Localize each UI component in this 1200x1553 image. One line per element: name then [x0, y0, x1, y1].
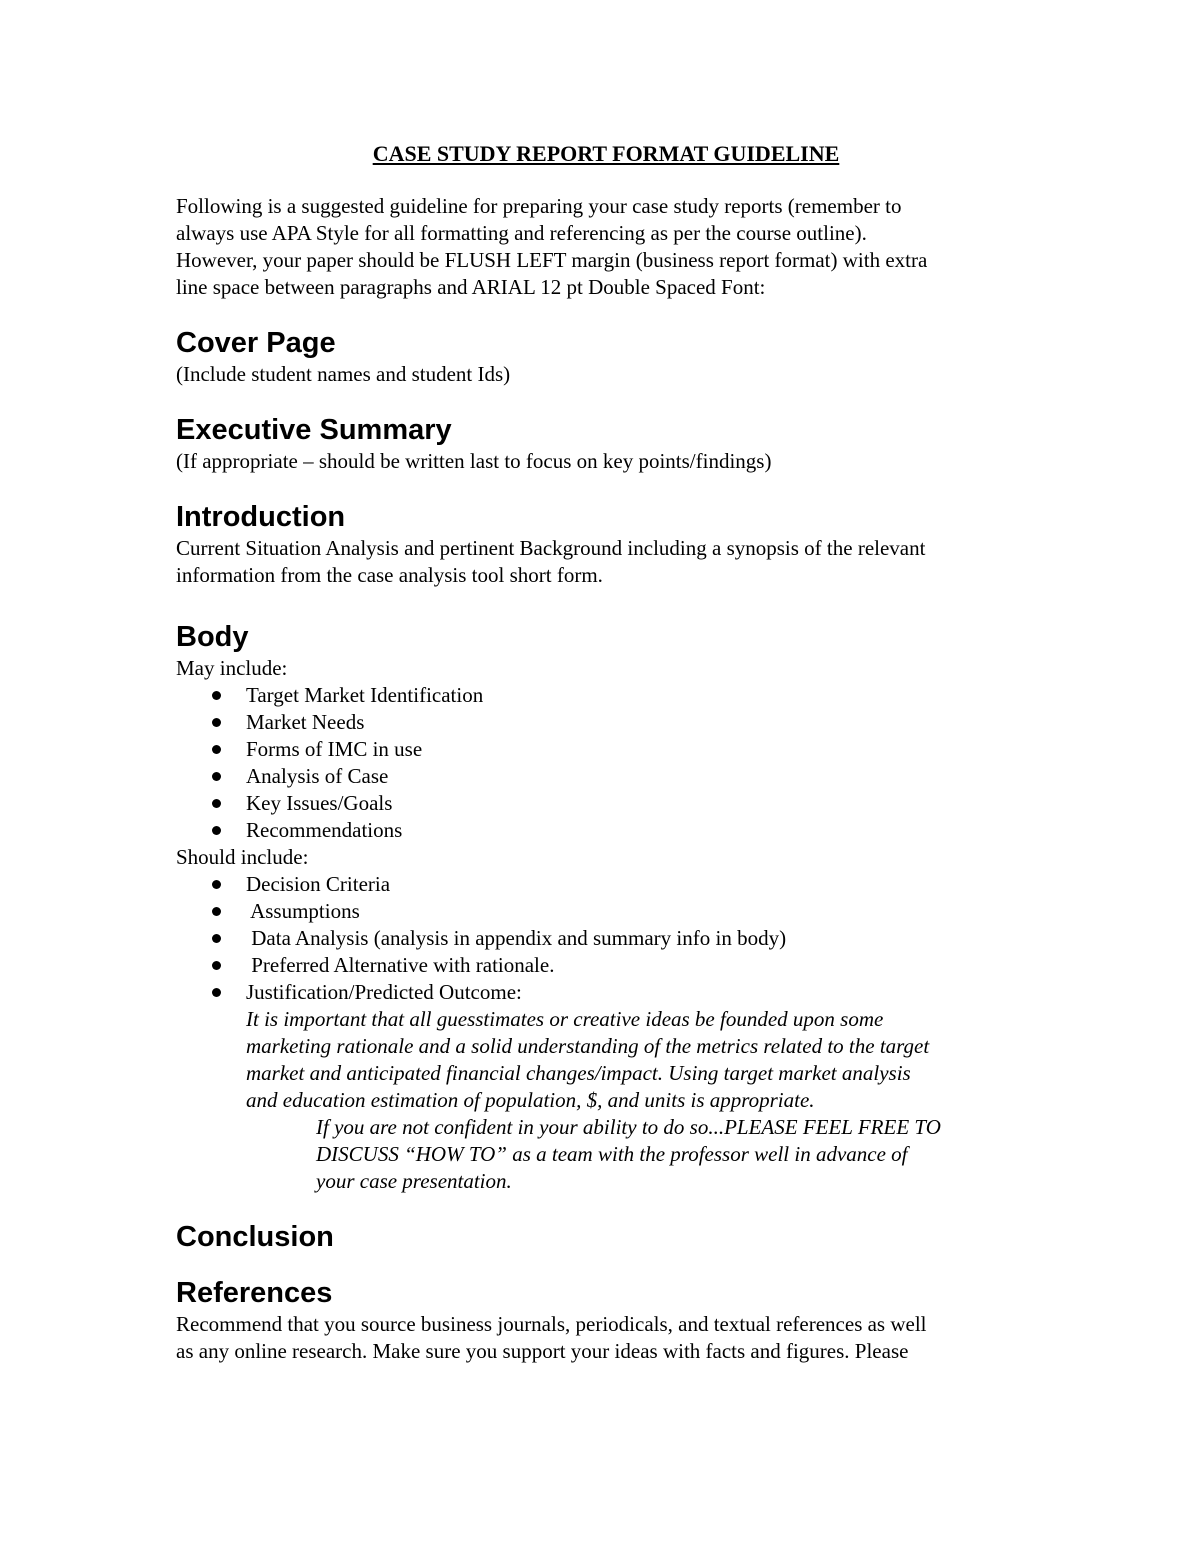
bullet-icon [212, 907, 221, 916]
section-heading: Conclusion [176, 1221, 334, 1253]
intro-paragraph [176, 193, 1036, 301]
section-heading: Introduction [176, 501, 346, 533]
intro-line: However, your paper should be FLUSH LEFT margin (business report format) with extra [176, 248, 928, 272]
list-item: Market Needs [212, 709, 1036, 736]
section-text: Recommend that you source business journals, periodicals, and textual references as well [176, 1312, 927, 1336]
bullet-icon [212, 718, 221, 727]
should-include-list [176, 871, 1036, 1195]
bullet-icon [212, 745, 221, 754]
document-content [176, 140, 1036, 1365]
italic-note-indented-line: DISCUSS “HOW TO” as a team with the professor well in advance of [316, 1142, 908, 1166]
italic-note-indented-line: your case presentation. [316, 1169, 512, 1193]
intro-line: Following is a suggested guideline for preparing your case study reports (remember to [176, 194, 902, 218]
section-text: (Include student names and student Ids) [176, 362, 511, 386]
italic-note [246, 1006, 1036, 1195]
list-item: Justification/Predicted Outcome: It is important that all guesstimates or creative ideas be founded upon some marketing rationale and a solid understanding of the metrics related to the target market and anticipated financial changes/impact. Using target market analysis and education estimation of population, $, and units is appropriate. If you are not confident in your ability to do so...PLEASE FEEL FREE TO DISCUSS “HOW TO” as a team with the professor well in advance of your case presentation. [212, 979, 1036, 1195]
may-include-list [176, 682, 1036, 844]
intro-line: always use APA Style for all formatting and referencing as per the course outline). [176, 221, 867, 245]
section-conclusion [176, 1219, 1036, 1255]
section-text: (If appropriate – should be written last to focus on key points/findings) [176, 449, 772, 473]
should-include-label: Should include: [176, 845, 309, 869]
section-references [176, 1275, 1036, 1365]
italic-note-line: marketing rationale and a solid understanding of the metrics related to the target [246, 1034, 930, 1058]
bullet-icon [212, 988, 221, 997]
bullet-icon [212, 880, 221, 889]
italic-note-indented-line: If you are not confident in your ability to do so...PLEASE FEEL FREE TO [316, 1115, 941, 1139]
section-body [176, 619, 1036, 1195]
bullet-icon [212, 826, 221, 835]
document-title: CASE STUDY REPORT FORMAT GUIDELINE [372, 141, 840, 166]
section-text: Current Situation Analysis and pertinent Background including a synopsis of the relevant [176, 536, 926, 560]
bullet-icon [212, 772, 221, 781]
list-item: Decision Criteria [212, 871, 1036, 898]
bullet-icon [212, 799, 221, 808]
list-item: Data Analysis (analysis in appendix and summary info in body) [212, 925, 1036, 952]
italic-note-line: market and anticipated financial changes/impact. Using target market analysis [246, 1061, 911, 1085]
section-heading: Body [176, 621, 249, 653]
list-item: Recommendations [212, 817, 1036, 844]
bullet-icon [212, 934, 221, 943]
list-item: Key Issues/Goals [212, 790, 1036, 817]
may-include-label: May include: [176, 656, 288, 680]
italic-note-line: It is important that all guesstimates or creative ideas be founded upon some [246, 1007, 884, 1031]
bullet-icon [212, 691, 221, 700]
section-text: as any online research. Make sure you support your ideas with facts and figures. Please [176, 1339, 909, 1363]
list-item: Target Market Identification [212, 682, 1036, 709]
list-item: Forms of IMC in use [212, 736, 1036, 763]
section-heading: Cover Page [176, 327, 336, 359]
bullet-icon [212, 961, 221, 970]
section-heading: References [176, 1277, 333, 1309]
list-item: Assumptions [212, 898, 1036, 925]
list-item: Preferred Alternative with rationale. [212, 952, 1036, 979]
section-cover-page [176, 325, 1036, 388]
section-introduction [176, 499, 1036, 589]
section-executive-summary [176, 412, 1036, 475]
list-item: Analysis of Case [212, 763, 1036, 790]
italic-note-line: and education estimation of population, $, and units is appropriate. [246, 1088, 815, 1112]
section-heading: Executive Summary [176, 414, 452, 446]
section-text: information from the case analysis tool short form. [176, 563, 603, 587]
intro-line: line space between paragraphs and ARIAL 12 pt Double Spaced Font: [176, 275, 766, 299]
